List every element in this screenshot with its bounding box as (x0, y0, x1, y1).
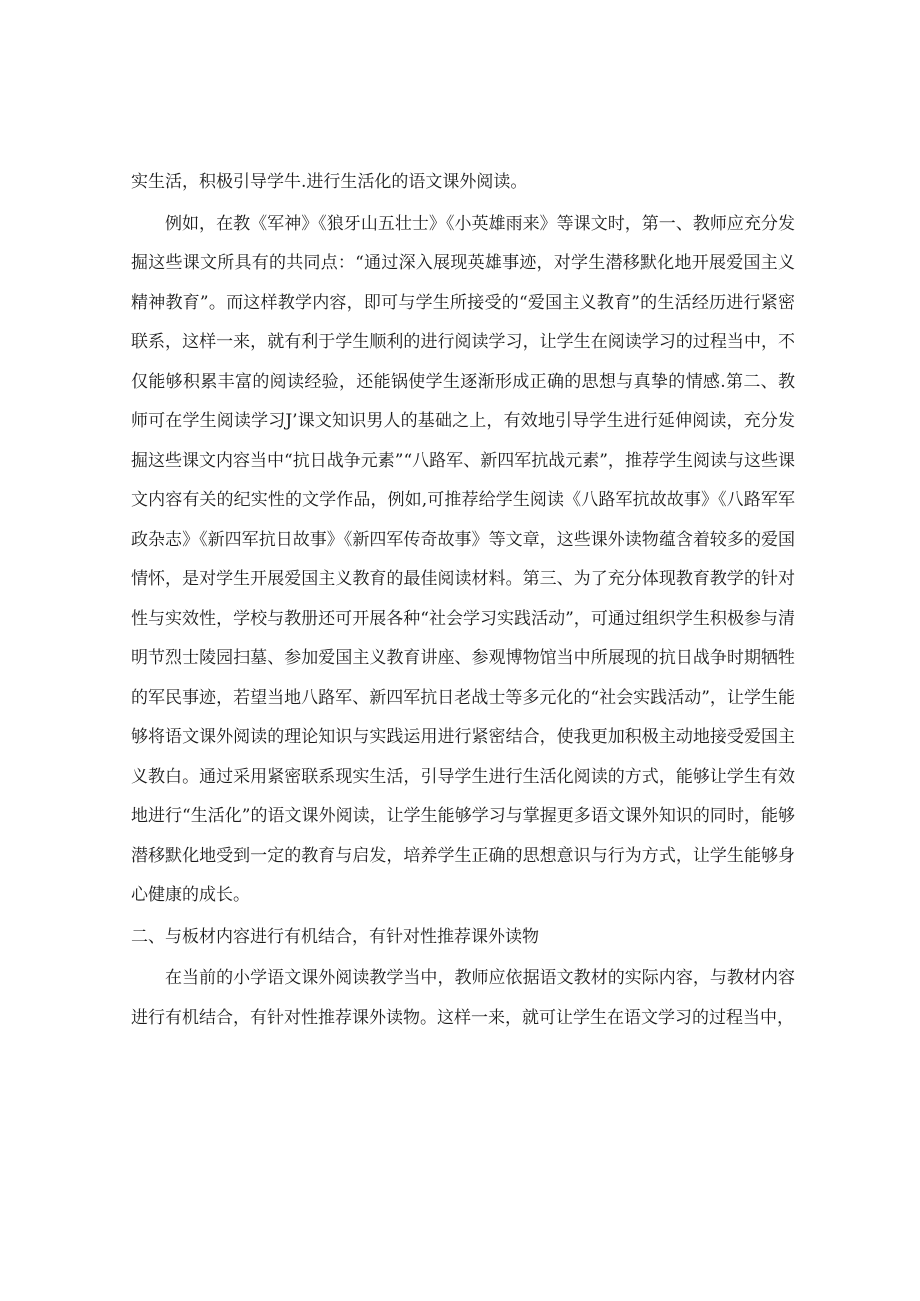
paragraph-section-intro: 在当前的小学语文课外阅读教学当中，教师应依据语文教材的实际内容，与教材内容进行有机结合，有针对性推荐课外读物。这样一来，就可让学生在语文学习的过程当中， (131, 968, 795, 1028)
document-page (131, 163, 795, 1040)
paragraph-example: 例如，在教《军神》《狼牙山五壮士》《小英雄雨来》等课文时，第一、教师应充分发掘这些课文所具有的共同点：“通过深入展现英雄事迹，对学生潜移默化地开展爱国主义精神教育”。而这样教学内容，即可与学生所接受的“爱国主义教育”的生活经历进行紧密联系，这样一来，就有利于学生顺利的进行阅读学习，让学生在阅读学习的过程当中，不仅能够积累丰富的阅读经验，还能锅使学生逐渐形成正确的思想与真挚的情感.第二、教师可在学生阅读学习J’课文知识男人的基础之上，有效地引导学生进行延伸阅读，充分发掘这些课文内容当中“抗日战争元素”“八路军、新四军抗战元素”，推荐学生阅读与这些课文内容有关的纪实性的文学作品，例如,可推荐给学生阅读《八路军抗故故事》《八路军军政杂志》《新四军抗日故事》《新四军传奇故事》等文章，这些课外读物蕴含着较多的爱国情怀，是对学生开展爱国主义教育的最佳阅读材料。第三、为了充分体现教育教学的针对性与实效性，学校与教册还可开展各种“社会学习实践活动”，可通过组织学生积极参与清明节烈士陵园扫墓、参加爱国主义教育讲座、参观博物馆当中所展现的抗日战争时期牺牲的军民事迹，若望当地八路军、新四军抗日老战士等多元化的“社会实践活动”，让学生能够将语文课外阅读的理论知识与实践运用进行紧密结合，使我更加积极主动地接受爱国主义教白。通过采用紧密联系现实生活，引导学生进行生活化阅读的方式，能够让学生有效地进行“生活化”的语文课外阅读，让学生能够学习与掌握更多语文课外知识的同时，能够潜移默化地受到一定的教育与启发，培养学生正确的思想意识与行为方式，让学生能够身心健康的成长。 (131, 213, 795, 905)
paragraph-continuation: 实生活，积极引导学牛.进行生活化的语文课外阅读。 (131, 172, 528, 192)
section-heading: 二、与板材内容进行有机结合，有针对性推荐课外读物 (131, 926, 539, 947)
